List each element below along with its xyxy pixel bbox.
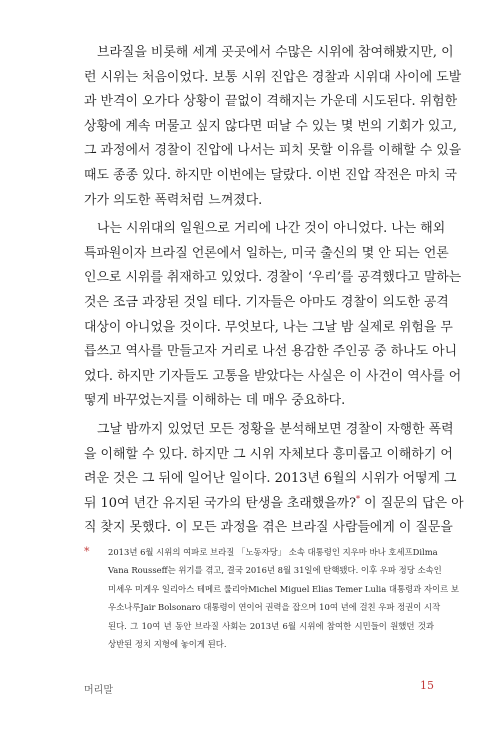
line-segment: 뒤 10여 년간 유지된 국가의 탄생을 초래했을까? [84, 495, 357, 511]
paragraph-line: 대상이 아니었을 것이다. 무엇보다, 나는 그날 밤 실제로 위험을 무 [84, 319, 453, 335]
paragraph-line: 과 반격이 오가다 상황이 끝없이 격해지는 가운데 시도된다. 위험한 [84, 94, 458, 110]
footnote-marker: * [84, 545, 90, 558]
body-text [84, 41, 464, 541]
footnote-body [108, 543, 459, 653]
page-number: 15 [420, 679, 434, 692]
paragraph-line: 가가 의도한 폭력처럼 느껴졌다. [84, 192, 263, 208]
footnote-line: 2013년 6월 시위의 여파로 브라질 「노동자당」 소속 대통령인 지우마 바나 호세프Dilma [108, 547, 438, 557]
paragraph-line: 었다. 하지만 기자들도 고통을 받았다는 사실은 이 사건이 역사를 어 [84, 368, 462, 384]
paragraph-line: 그 과정에서 경찰이 진압에 나서는 피치 못할 이유를 이해할 수 있을 [84, 143, 462, 159]
paragraph-line: 려운 것은 그 뒤에 일어난 일이다. 2013년 6월의 시위가 어떻게 그 [84, 471, 457, 487]
line-segment: 이 질문의 답은 아 [360, 495, 464, 511]
paragraph-line: 떻게 바꾸었는지를 이해하는 데 매우 중요하다. [84, 393, 346, 409]
footnote-line: 우소나루Jair Bolsonaro 대통령이 연이어 권력을 잡으며 10여 년에 걸친 우파 정권이 시작 [108, 602, 441, 613]
paragraph-3 [84, 418, 464, 541]
paragraph-line: 그날 밤까지 있었던 모든 정황을 분석해보면 경찰이 자행한 폭력 [97, 421, 454, 437]
paragraph-line: 브라질을 비롯해 세계 곳곳에서 수많은 시위에 참여해봤지만, 이 [97, 45, 454, 60]
running-head: 머리말 [84, 685, 113, 696]
paragraph-line: 특파원이자 브라질 언론에서 일하는, 미국 출신의 몇 안 되는 언론 [84, 245, 449, 261]
paragraph-line: 것은 조금 과장된 것일 테다. 기자들은 아마도 경찰이 의도한 공격 [84, 294, 449, 310]
paragraph-2 [84, 217, 462, 414]
paragraph-line: 을 이해할 수 있다. 하지만 그 시위 자체보다 흥미롭고 이해하기 어 [84, 446, 453, 462]
footnote-line: 된다. 그 10여 년 동안 브라질 사회는 2013년 6월 시위에 참여한 시민들이 원했던 것과 [108, 620, 434, 631]
paragraph-line-with-footnote-ref [84, 492, 464, 517]
paragraph-line: 릅쓰고 역사를 만들고자 거리로 나선 용감한 주인공 중 하나도 아니 [84, 344, 458, 360]
paragraph-line: 인으로 시위를 취재하고 있었다. 경찰이 ‘우리’를 공격했다고 말하는 [84, 270, 462, 286]
footnote-line: 미셰우 미게우 일리아스 테메르 룰리아Michel Miguel Elias Temer Lulia 대통령과 자이르 보 [108, 583, 459, 594]
paragraph-line: 때도 종종 있다. 하지만 이번에는 달랐다. 이번 진압 작전은 마치 국 [84, 167, 457, 183]
paragraph-line: 런 시위는 처음이었다. 보통 시위 진압은 경찰과 시위대 사이에 도발 [84, 69, 462, 85]
footnote-line: Vana Rousseff는 위기를 겪고, 결국 2016년 8월 31일에 탄핵됐다. 이후 우파 정당 소속인 [108, 565, 442, 576]
footnote [84, 543, 459, 653]
footnote-reference[interactable]: * [356, 494, 361, 504]
paragraph-line: 상황에 계속 머물고 싶지 않다면 떠날 수 있는 몇 번의 기회가 있고, [84, 118, 457, 134]
footnote-line: 상반된 정치 지형에 놓이게 된다. [108, 638, 227, 649]
paragraph-line: 직 찾지 못했다. 이 모든 과정을 겪은 브라질 사람들에게 이 질문을 [84, 520, 453, 536]
paragraph-1 [84, 41, 462, 213]
paragraph-line: 나는 시위대의 일원으로 거리에 나간 것이 아니었다. 나는 해외 [97, 221, 446, 237]
